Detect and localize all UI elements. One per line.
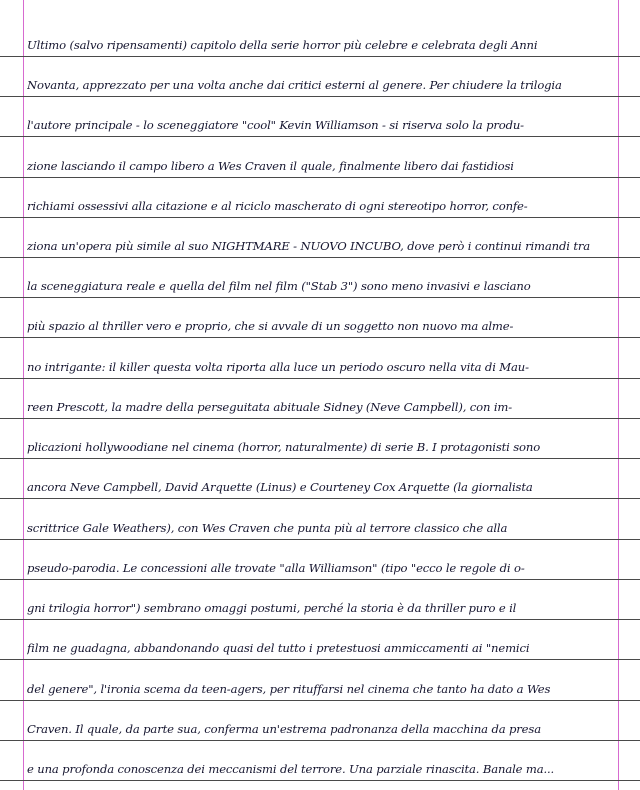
handwritten-line: no intrigante: il killer questa volta riporta alla luce un periodo oscuro nella vita di Mau- [27, 360, 529, 374]
handwritten-line: zione lasciando il campo libero a Wes Craven il quale, finalmente libero dai fastidiosi [27, 159, 514, 173]
ruled-line [0, 458, 640, 459]
handwritten-line: del genere", l'ironia scema da teen-agers, per rituffarsi nel cinema che tanto ha dato a Wes [27, 682, 551, 696]
ruled-line [0, 498, 640, 499]
handwritten-line: ziona un'opera più simile al suo NIGHTMARE - NUOVO INCUBO, dove però i continui rimandi tra [27, 239, 591, 253]
handwritten-line: pseudo-parodia. Le concessioni alle trovate "alla Williamson" (tipo "ecco le regole di o- [27, 561, 525, 575]
left-margin-line [23, 0, 24, 790]
ruled-line [0, 619, 640, 620]
ruled-line [0, 659, 640, 660]
ruled-line [0, 700, 640, 701]
handwritten-line: film ne guadagna, abbandonando quasi del tutto i pretestuosi ammiccamenti ai "nemici [27, 641, 530, 655]
handwritten-line: reen Prescott, la madre della perseguitata abituale Sidney (Neve Campbell), con im- [27, 400, 512, 414]
ruled-line [0, 96, 640, 97]
ruled-line [0, 337, 640, 338]
handwritten-line: gni trilogia horror") sembrano omaggi postumi, perché la storia è da thriller puro e il [27, 601, 517, 615]
handwritten-line: più spazio al thriller vero e proprio, che si avvale di un soggetto non nuovo ma alme- [27, 319, 514, 333]
ruled-line [0, 257, 640, 258]
ruled-line [0, 539, 640, 540]
ruled-line [0, 217, 640, 218]
ruled-line [0, 297, 640, 298]
ruled-line [0, 418, 640, 419]
ruled-line [0, 740, 640, 741]
handwritten-line: richiami ossessivi alla citazione e al riciclo mascherato di ogni stereotipo horror, confe- [27, 199, 528, 213]
ruled-line [0, 579, 640, 580]
handwritten-line: l'autore principale - lo sceneggiatore "cool" Kevin Williamson - si riserva solo la produ- [27, 118, 524, 132]
handwritten-line: la sceneggiatura reale e quella del film nel film ("Stab 3") sono meno invasivi e lasciano [27, 279, 531, 293]
handwritten-line: ancora Neve Campbell, David Arquette (Linus) e Courteney Cox Arquette (la giornalista [27, 480, 533, 494]
handwritten-line: e una profonda conoscenza dei meccanismi del terrore. Una parziale rinascita. Banale ma... [27, 762, 555, 776]
ruled-line [0, 56, 640, 57]
ruled-line [0, 378, 640, 379]
handwritten-line: scrittrice Gale Weathers), con Wes Craven che punta più al terrore classico che alla [27, 521, 508, 535]
handwritten-line: Ultimo (salvo ripensamenti) capitolo della serie horror più celebre e celebrata degli Anni [27, 38, 538, 52]
ruled-line [0, 780, 640, 781]
ruled-line [0, 177, 640, 178]
handwritten-line: Craven. Il quale, da parte sua, conferma un'estrema padronanza della macchina da presa [27, 722, 541, 736]
handwritten-line: plicazioni hollywoodiane nel cinema (horror, naturalmente) di serie B. I protagonisti sono [27, 440, 541, 454]
handwritten-line: Novanta, apprezzato per una volta anche dai critici esterni al genere. Per chiudere la trilogia [27, 78, 562, 92]
ruled-line [0, 136, 640, 137]
right-margin-line [618, 0, 619, 790]
